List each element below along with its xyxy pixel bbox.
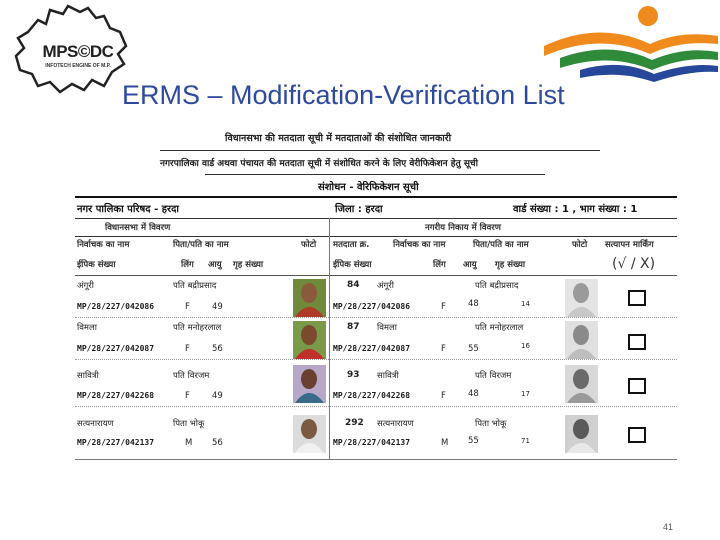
voter-photo-right [565, 365, 598, 403]
divider [75, 218, 677, 219]
person-photo-icon [293, 321, 326, 359]
age-right: 48 [468, 299, 479, 309]
age: 56 [212, 344, 223, 354]
voter-photo [293, 365, 326, 403]
col-gender: लिंग [181, 260, 194, 270]
relation-name: पति विरजम [173, 371, 210, 381]
divider [205, 174, 545, 175]
row-separator [75, 406, 677, 407]
document-subheading: नगरपालिका वार्ड अथवा पंचायत की मतदाता सूची में संशोधित करने के लिए वेरीफिकेशन हेतु सूची [160, 159, 478, 169]
section-row [75, 220, 677, 236]
age-right: 55 [468, 344, 479, 354]
gender-right: M [441, 438, 449, 448]
divider [75, 275, 677, 276]
table-row [75, 320, 677, 360]
divider [75, 236, 677, 237]
voter-serial: 93 [347, 370, 360, 380]
age: 49 [212, 391, 223, 401]
col-relation-name: पिता/पति का नाम [173, 240, 229, 250]
person-photo-icon [565, 279, 598, 317]
col-house: गृह संख्या [233, 260, 264, 270]
book-sun-icon [540, 0, 720, 85]
epic-number-right: MP/28/227/042086 [333, 302, 411, 311]
house-right: 71 [521, 437, 530, 445]
verify-checkbox[interactable] [628, 378, 646, 394]
page-number: 41 [663, 522, 674, 532]
voter-name: विमला [77, 323, 97, 333]
col-house-right: गृह संख्या [495, 260, 526, 270]
epic-number-right: MP/28/227/042137 [333, 438, 411, 447]
voter-name-right: विमला [377, 323, 397, 333]
mpsedc-logo-subtext: INFOTECH ENGINE OF M.P. [45, 63, 111, 69]
voter-photo-right [565, 321, 598, 359]
column-header-row-1 [75, 238, 677, 253]
document-list-title: संशोधन - वेरिफिकेशन सूची [318, 182, 419, 193]
col-verify-mark: सत्यापन मार्किंग [605, 240, 654, 250]
col-photo: फोटो [301, 240, 317, 250]
relation-name: पिता भोकू [173, 419, 205, 429]
verify-checkbox[interactable] [628, 427, 646, 443]
divider [75, 196, 677, 198]
section-right: नगरीय निकाय में विवरण [425, 223, 501, 233]
age-right: 55 [468, 436, 479, 446]
epic-number: MP/28/227/042087 [77, 344, 155, 353]
district: जिला : हरदा [335, 204, 383, 215]
table-row [75, 410, 677, 450]
gender: F [185, 344, 190, 354]
col-serial: मतदाता क्र. [333, 240, 370, 250]
house-right: 16 [521, 342, 530, 350]
voter-photo [293, 279, 326, 317]
person-photo-icon [293, 415, 326, 453]
person-photo-icon [565, 415, 598, 453]
row-separator [75, 359, 677, 360]
right-logo [540, 0, 720, 85]
gender: F [185, 391, 190, 401]
mpsedc-logo [8, 2, 133, 97]
page-title: ERMS – Modification-Verification List [122, 80, 565, 110]
house-right: 17 [521, 390, 530, 398]
gender-right: F [441, 344, 446, 354]
voter-photo-right [565, 415, 598, 453]
gender: M [185, 438, 193, 448]
mpsedc-logo-text: MPS©DC [42, 42, 114, 61]
epic-number: MP/28/227/042086 [77, 302, 155, 311]
age-right: 48 [468, 389, 479, 399]
info-row [75, 199, 677, 216]
age: 49 [212, 302, 223, 312]
col-age: आयु [208, 260, 222, 270]
house-right: 14 [521, 300, 530, 308]
person-photo-icon [293, 279, 326, 317]
row-separator [75, 317, 677, 318]
epic-number: MP/28/227/042268 [77, 391, 155, 400]
voter-name: सत्यनारायण [77, 419, 114, 429]
col-epic-right: ईपिक संख्या [333, 260, 372, 270]
col-photo-right: फोटो [572, 240, 588, 250]
voter-name-right: अंगूरी [377, 281, 394, 291]
col-voter-name-right: निर्वाचक का नाम [393, 240, 446, 250]
table-row [75, 362, 677, 402]
age: 56 [212, 438, 223, 448]
col-age-right: आयु [463, 260, 477, 270]
voter-photo [293, 321, 326, 359]
gender-right: F [441, 302, 446, 312]
voter-name-right: सत्यनारायण [377, 419, 414, 429]
document-heading: विधानसभा की मतदाता सूची में मतदाताओं की संशोधित जानकारी [225, 133, 452, 144]
column-header-row-2 [75, 258, 677, 273]
voter-name: सावित्री [77, 371, 99, 381]
mark-hint: (√ / X) [612, 256, 656, 272]
verification-document [75, 128, 677, 460]
col-voter-name: निर्वाचक का नाम [77, 240, 130, 250]
section-left: विधानसभा में विवरण [105, 223, 171, 233]
voter-name: अंगूरी [77, 281, 94, 291]
voter-photo-right [565, 279, 598, 317]
voter-serial: 84 [347, 280, 360, 290]
relation-name-right: पिता भोकू [475, 419, 507, 429]
relation-name: पति बद्रीप्रसाद [173, 281, 217, 291]
relation-name-right: पति बद्रीप्रसाद [475, 281, 519, 291]
gender-right: F [441, 391, 446, 401]
voter-photo [293, 415, 326, 453]
gender: F [185, 302, 190, 312]
voter-serial: 292 [345, 418, 364, 428]
relation-name-right: पति मनोहरलाल [475, 323, 524, 333]
divider [160, 150, 600, 151]
col-relation-name-right: पिता/पति का नाम [473, 240, 529, 250]
epic-number-right: MP/28/227/042087 [333, 344, 411, 353]
col-gender-right: लिंग [433, 260, 446, 270]
person-photo-icon [565, 365, 598, 403]
ward-number: वार्ड संख्या : 1 , भाग संख्या : 1 [513, 204, 638, 215]
epic-number: MP/28/227/042137 [77, 438, 155, 447]
body-name: नगर पालिका परिषद - हरदा [77, 204, 180, 215]
relation-name: पति मनोहरलाल [173, 323, 222, 333]
table-row [75, 278, 677, 318]
voter-serial: 87 [347, 322, 360, 332]
person-photo-icon [565, 321, 598, 359]
col-epic: ईपिक संख्या [77, 260, 116, 270]
voter-name-right: सावित्री [377, 371, 399, 381]
verify-checkbox[interactable] [628, 290, 646, 306]
divider [75, 459, 677, 460]
relation-name-right: पति विरजम [475, 371, 512, 381]
person-photo-icon [293, 365, 326, 403]
epic-number-right: MP/28/227/042268 [333, 391, 411, 400]
verify-checkbox[interactable] [628, 334, 646, 350]
